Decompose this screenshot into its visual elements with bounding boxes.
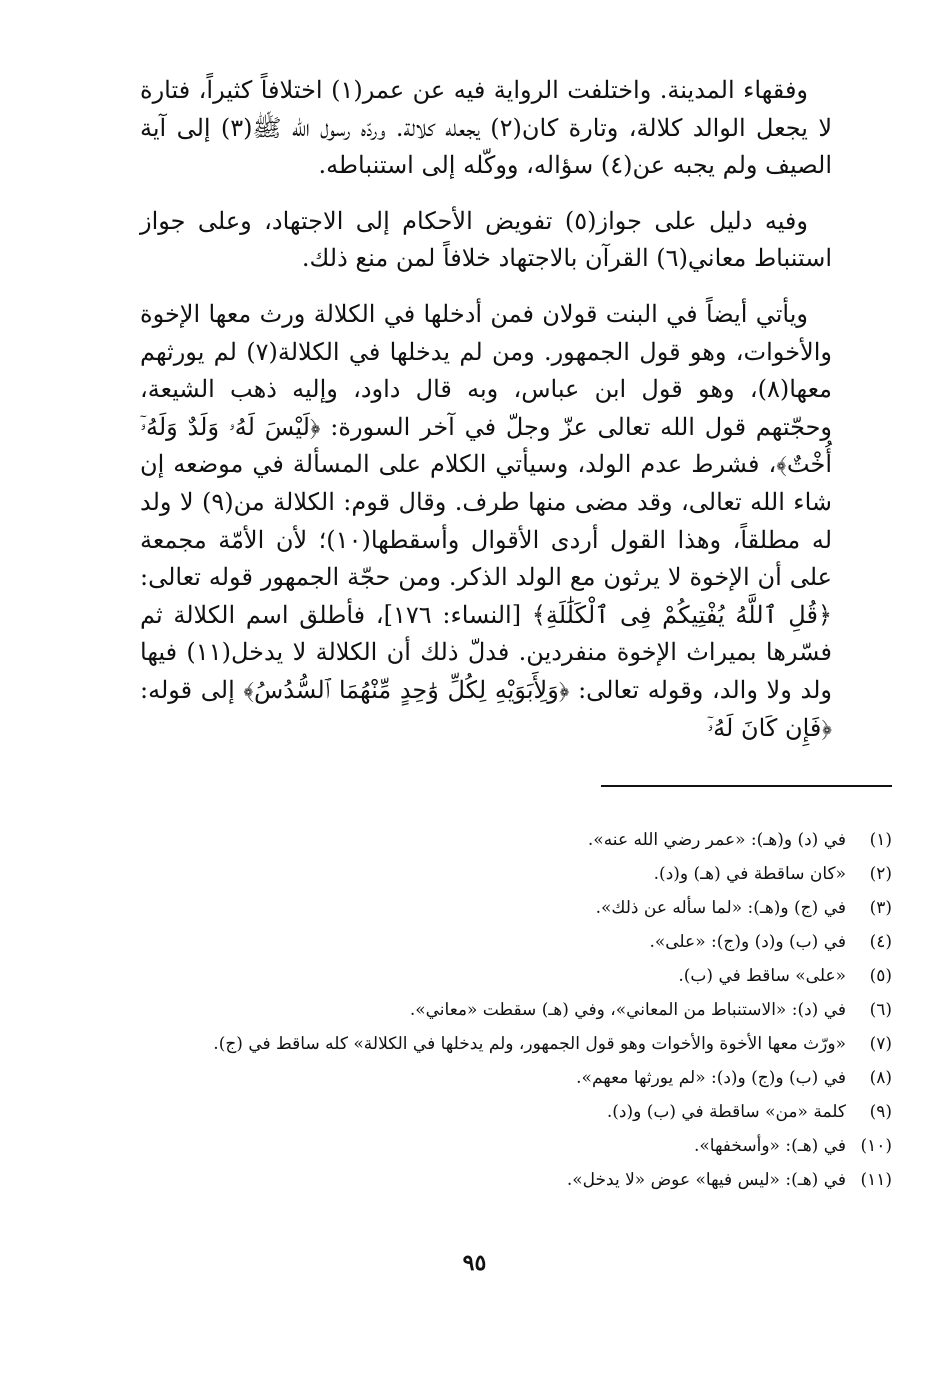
footnote-item — [150, 891, 892, 925]
footnote-text: «على» ساقط في (ب). — [678, 966, 846, 986]
footnote-number: (١) — [869, 830, 892, 850]
page-number: ٩٥ — [462, 1250, 487, 1276]
footnote-text: في (هـ): «ليس فيها» عوض «لا يدخل». — [566, 1170, 846, 1190]
footnote-text: في (ب) و(د) و(ج): «على». — [649, 932, 846, 952]
footnote-item — [150, 1027, 892, 1061]
footnote-divider — [601, 785, 892, 787]
footnote-item — [150, 1095, 892, 1129]
footnote-item — [150, 1129, 892, 1163]
footnote-number: (٤) — [869, 932, 892, 952]
footnote-number: (٣) — [869, 898, 892, 918]
paragraph-3: ويأتي أيضاً في البنت قولان فمن أدخلها في الكلالة ورث معها الإخوة والأخوات، وهو قول الجمهور. ومن لم يدخلها في الكلالة(٧) لم يورثهم معها(٨)، وهو قول ابن عباس، وبه قال داود، وإليه ذهب الشيعة، وحجّتهم قول الله تعالى عزّ وجلّ في آخر السورة: ﴿لَيْسَ لَهُۥ وَلَدٌ وَلَهُۥٓ أُخْتٌ﴾، فشرط عدم الولد، وسيأتي الكلام على المسألة في موضعه إن شاء الله تعالى، وقد مضى منها طرف. وقال قوم: الكلالة من(٩) لا ولد له مطلقاً، وهذا القول أردى الأقوال وأسقطها(١٠)؛ لأن الأمّة مجمعة على أن الإخوة لا يرثون مع الولد الذكر. ومن حجّة الجمهور قوله تعالى: ﴿قُلِ ٱللَّهُ يُفْتِيكُمْ فِى ٱلْكَلَٰلَةِ﴾ [النساء: ١٧٦]، فأطلق اسم الكلالة ثم فسّرها بميراث الإخوة منفردين. فدلّ ذلك أن الكلالة لا يدخل(١١) فيها ولد ولا والد، وقوله تعالى: ﴿وَلِأَبَوَيْهِ لِكُلِّ وَٰحِدٍ مِّنْهُمَا ٱلسُّدُسُ﴾ إلى قوله: ﴿فَإِن كَانَ لَهُۥٓ — [140, 299, 833, 742]
footnote-number: (١٠) — [860, 1136, 892, 1156]
footnote-number: (٨) — [869, 1068, 892, 1088]
footnote-item — [150, 993, 892, 1027]
footnote-text: في (د) و(هـ): «عمر رضي الله عنه». — [587, 830, 846, 850]
footnote-number: (٧) — [869, 1034, 892, 1054]
paragraph-2: وفيه دليل على جواز(٥) تفويض الأحكام إلى الاجتهاد، وعلى جواز استنباط معاني(٦) القرآن بالاجتهاد خلافاً لمن منع ذلك. — [140, 206, 832, 273]
main-text — [140, 72, 832, 747]
paragraph-1: وفقهاء المدينة. واختلفت الرواية فيه عن عمر(١) اختلافاً كثيراً، فتارة لا يجعل الوالد كلالة، وتارة كان(٢) يجعله كلالة. وردّه رسول الله ﷺ(٣) إلى آية الصيف ولم يجبه عن(٤) سؤاله، ووكّله إلى استنباطه. — [140, 76, 833, 180]
footnote-item — [150, 1061, 892, 1095]
footnote-number: (٥) — [869, 966, 892, 986]
footnote-text: في (هـ): «وأسخفها». — [693, 1136, 846, 1156]
footnote-item — [150, 823, 892, 857]
footnote-item — [150, 925, 892, 959]
footnotes — [150, 823, 892, 1197]
footnote-text: في (ج) و(هـ): «لما سأله عن ذلك». — [595, 898, 846, 918]
footnote-text: «ورّث معها الأخوة والأخوات وهو قول الجمهور، ولم يدخلها في الكلالة» كله ساقط في (ج). — [213, 1034, 846, 1054]
footnote-number: (٢) — [869, 864, 892, 884]
footnote-number: (٩) — [869, 1102, 892, 1122]
footnote-text: كلمة «من» ساقطة في (ب) و(د). — [606, 1102, 846, 1122]
footnote-text: «كان ساقطة في (هـ) و(د). — [653, 864, 846, 884]
footnote-item — [150, 1163, 892, 1197]
footnote-text: في (ب) و(ج) و(د): «لم يورثها معهم». — [576, 1068, 846, 1088]
footnote-text: في (د): «الاستنباط من المعاني»، وفي (هـ) سقطت «معاني». — [409, 1000, 846, 1020]
footnote-number: (٦) — [869, 1000, 892, 1020]
footnote-item — [150, 959, 892, 993]
footnote-item — [150, 857, 892, 891]
footnote-number: (١١) — [860, 1170, 892, 1190]
